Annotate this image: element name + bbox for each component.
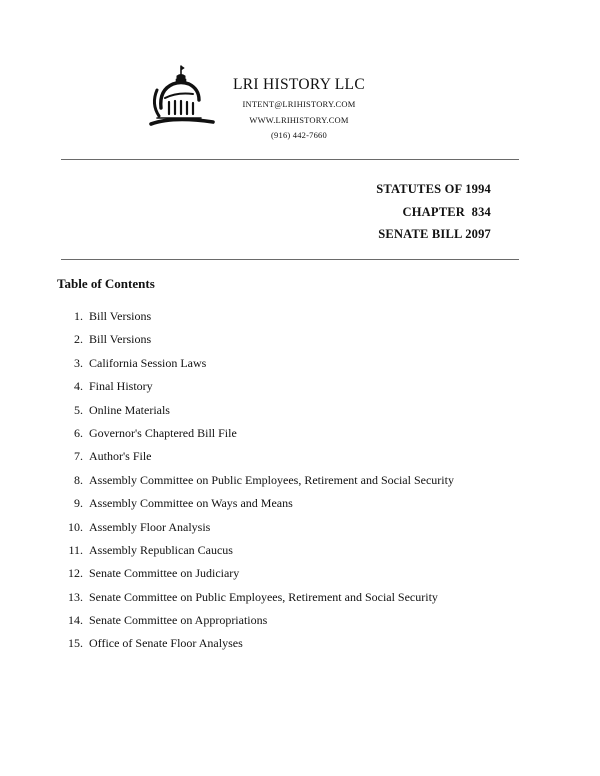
company-website: WWW.LRIHISTORY.COM bbox=[249, 115, 349, 125]
company-email: INTENT@LRIHISTORY.COM bbox=[242, 99, 356, 109]
statute-chapter: CHAPTER 834 bbox=[402, 205, 491, 219]
toc-item[interactable] bbox=[58, 541, 454, 564]
toc-item[interactable] bbox=[58, 307, 454, 330]
toc-item-number: 4. bbox=[74, 379, 83, 394]
toc-item-number: 15. bbox=[68, 636, 83, 651]
toc-title: Table of Contents bbox=[57, 276, 155, 291]
bottom-divider bbox=[61, 259, 519, 260]
toc-item-label: Bill Versions bbox=[89, 309, 152, 323]
toc-item-number: 7. bbox=[74, 449, 83, 464]
toc-item-label: California Session Laws bbox=[89, 355, 207, 370]
toc-item[interactable] bbox=[58, 494, 454, 517]
toc-item-number: 2. bbox=[74, 332, 83, 347]
toc-item-number: 12. bbox=[68, 566, 83, 581]
toc-item-number: 8. bbox=[74, 472, 83, 487]
toc-item-number: 5. bbox=[74, 402, 83, 417]
toc-item-number: 11. bbox=[68, 542, 83, 557]
toc-item[interactable] bbox=[58, 471, 454, 494]
toc-item-label: Governor's Chaptered Bill File bbox=[89, 425, 237, 440]
toc-item-label: Office of Senate Floor Analyses bbox=[89, 636, 243, 651]
statute-bill: SENATE BILL 2097 bbox=[378, 227, 491, 241]
toc-item-number: 14. bbox=[68, 613, 83, 628]
toc-item[interactable] bbox=[58, 354, 454, 377]
statute-year: STATUTES OF 1994 bbox=[376, 182, 491, 196]
toc-item[interactable] bbox=[58, 401, 454, 424]
company-name: LRI HISTORY LLC bbox=[233, 76, 365, 93]
toc-item-label: Author's File bbox=[89, 449, 152, 464]
toc-item-label: Assembly Floor Analysis bbox=[89, 519, 211, 534]
toc-item-number: 3. bbox=[74, 355, 83, 370]
toc-item-number: 10. bbox=[68, 519, 83, 534]
toc-item[interactable] bbox=[58, 330, 454, 353]
toc-item-label: Assembly Committee on Ways and Means bbox=[89, 496, 293, 511]
toc-item-label: Bill Versions bbox=[89, 332, 152, 347]
toc-item-label: Senate Committee on Public Employees, Retirement and Social Security bbox=[89, 589, 438, 604]
toc-item-label: Senate Committee on Appropriations bbox=[89, 613, 268, 628]
toc-item-label: Final History bbox=[89, 379, 153, 394]
toc-item[interactable] bbox=[58, 518, 454, 541]
toc-item-number: 13. bbox=[68, 589, 83, 604]
toc-item-label: Assembly Committee on Public Employees, Retirement and Social Security bbox=[89, 472, 454, 487]
toc-item-label: Senate Committee on Judiciary bbox=[89, 566, 240, 581]
toc-item-number: 6. bbox=[74, 425, 83, 440]
toc-item-label: Online Materials bbox=[89, 402, 170, 417]
toc-item[interactable] bbox=[58, 611, 454, 634]
toc-item[interactable] bbox=[58, 447, 454, 470]
toc-item-number: 9. bbox=[74, 496, 83, 511]
company-phone: (916) 442-7660 bbox=[271, 130, 327, 140]
toc-item[interactable] bbox=[58, 588, 454, 611]
top-divider bbox=[61, 159, 519, 160]
toc-item-number: 1. bbox=[74, 309, 83, 323]
toc-item-label: Assembly Republican Caucus bbox=[89, 542, 233, 557]
toc-item[interactable] bbox=[58, 564, 454, 587]
table-of-contents bbox=[58, 307, 454, 658]
toc-item[interactable] bbox=[58, 634, 454, 657]
toc-item[interactable] bbox=[58, 424, 454, 447]
toc-item[interactable] bbox=[58, 377, 454, 400]
